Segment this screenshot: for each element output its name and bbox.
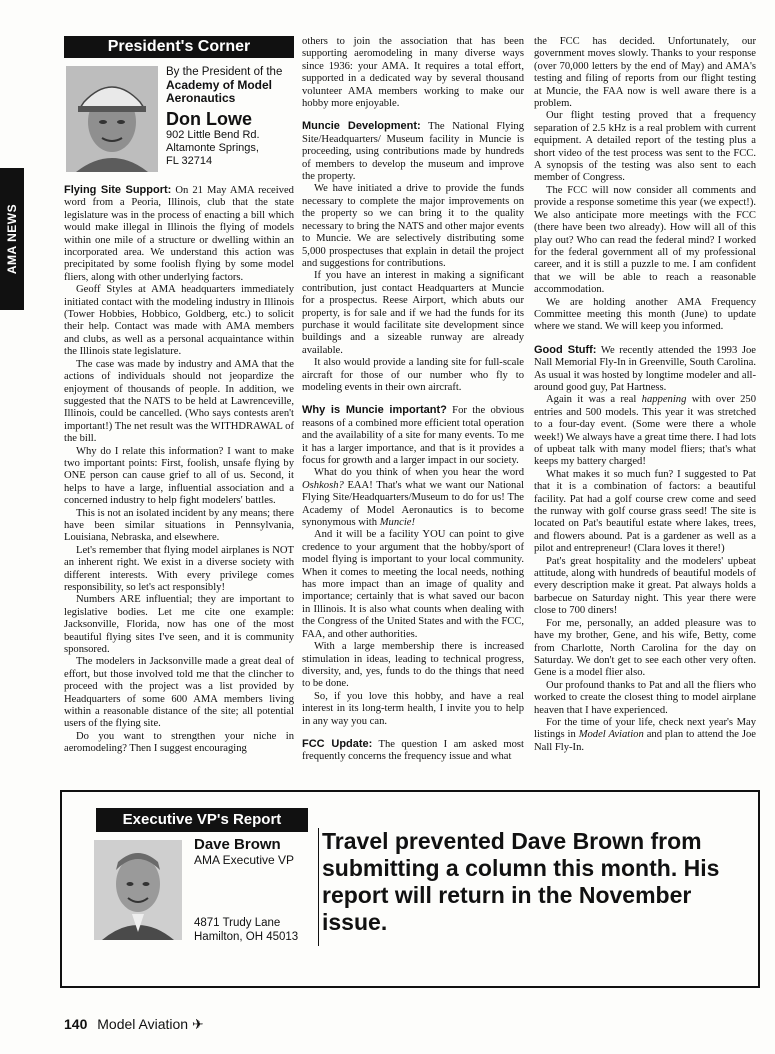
italic-text: Oshkosh?: [302, 479, 344, 491]
paragraph: [302, 120, 524, 183]
president-byline: By the President of the: [166, 66, 283, 78]
paragraph: It also would provide a landing site for full-scale aircraft for those of our number who fly to modeling events in their own aircraft.: [302, 357, 524, 393]
paragraph-text: EAA! That's what we want our National Flying Site/Headquarters/Museum to do for us! The Academy of Model Aeronautics is to become synonymous with: [302, 479, 524, 529]
paragraph: The FCC will now consider all comments and provide a response sometime this year (we expect!). We also anticipate more meetings with the FCC (there have been two already). How will all of this play out? Who can read the federal mind? I worked for the federal government all of my professional career, and it is still a puzzle to me. I am confident that we will be able to reach a reasonable accommodation.: [534, 184, 756, 296]
paragraph-text: On 21 May AMA received word from a Peoria, Illinois, club that the state legislature was in the process of enacting a bill which would make illegal in Illinois the flying of models within one mile of a structure or dwelling within an incorporated area. We understand this action was precipitated by some foolish flying by some model fliers, along with other underlying factors.: [64, 185, 294, 283]
paragraph: [534, 717, 756, 754]
executive-vp-address-line1: 4871 Trudy Lane: [194, 917, 281, 929]
executive-vp-address: [194, 916, 324, 944]
section-heading-why-muncie: Why is Muncie important?: [302, 404, 447, 417]
paragraph: This is not an isolated incident by any means; there have been similar situations in Pennsylvania, Louisiana, Nebraska, and elsewhere.: [64, 507, 294, 544]
paragraph: Our flight testing proved that a frequency separation of 2.5 kHz is a real problem with current equipment. A detailed report of the testing plus a short video of the test process was sent to the FCC. A synopsis of the testing was also sent to each member of Congress.: [534, 110, 756, 184]
paragraph-text: What do you think of when you hear the word: [314, 467, 524, 479]
paragraph-text: with over 250 entries and 500 models. This year it was stretched to a four-day event. (Some were there a whole week!) We always have a great time there. I had lots of upbeat talk with many model fliers; that's what keeps my battery charged!: [534, 394, 757, 468]
article-column-2: [302, 36, 524, 763]
executive-vp-message: Travel prevented Dave Brown from submitting a column this month. His report will return in the November issue.: [322, 828, 720, 935]
paragraph-text: The National Flying Site/Headquarters/ Museum facility in Muncie is proceeding, using contributions made by hundreds of members to develop the museum and improve the property.: [302, 121, 524, 183]
executive-vp-report-box: [60, 790, 760, 988]
paragraph-text: The question I am asked most frequently concerns the frequency issue and what: [302, 738, 524, 763]
paragraph: If you have an interest in making a significant contribution, just contact Headquarters at Muncie for a prospectus. Reese Airport, which abuts our property, is for sale and if we had the funds for its purchase it would facilitate site development since buildings and a sizeable runway are already available.: [302, 270, 524, 356]
page-footer: [64, 1016, 204, 1033]
paragraph: We are holding another AMA Frequency Committee meeting this month (June) to update where we stand. We will keep you informed.: [534, 296, 756, 333]
executive-vp-portrait-icon: [94, 840, 182, 940]
paragraph: [302, 738, 524, 764]
paragraph: What makes it so much fun? I suggested to Pat that it is a combination of factors: a beautiful facility. Pat had a golf course crew come and seed the runway with golf course grass seed! The site is located on Pat's beautiful estate where lakes, trees, and flowers abound. Pat is a gardener as well as a pilot and entrepreneur! (Clara loves it there!): [534, 468, 756, 555]
page-number: 140: [64, 1016, 88, 1032]
paragraph-text: We recently attended the 1993 Joe Nall Memorial Fly-In in Greenville, South Carolina. As usual it was hosted by longtime modeler and all-around good guy, Pat Hartness.: [534, 344, 756, 393]
paragraph: Our profound thanks to Pat and all the fliers who worked to create the closest thing to model airplane heaven that I have experienced.: [534, 679, 756, 716]
italic-text: Muncie!: [379, 517, 415, 529]
president-address-line3: FL 32714: [166, 155, 213, 167]
paragraph: Numbers ARE influential; they are important to legislative bodies. Let me cite one example: Jacksonville, Florida, now has one of the most beautiful flying sites I've seen, and it is community sponsored.: [64, 594, 294, 656]
executive-vp-photo: [94, 840, 182, 940]
presidents-corner-banner: President's Corner: [64, 36, 294, 58]
president-address-line2: Altamonte Springs,: [166, 142, 259, 154]
executive-vp-name: Dave Brown: [194, 836, 281, 853]
paragraph: The modelers in Jacksonville made a great deal of effort, but those involved told me that the clincher to proceed with the project was a list provided by Headquarters of some 600 AMA members living within a reasonable distance of the site; all potential users of the flying site.: [64, 656, 294, 730]
paragraph: Why do I relate this information? I want to make two important points: First, foolish, unsafe flying by ONE person can cause grief to all of us. Second, it helps to have a large, influential association and a concerned industry to help fight modelers' battles.: [64, 445, 294, 507]
paragraph: The case was made by industry and AMA that the actions of individuals should not jeopardize the enjoyment of thousands of people. In addition, we suggested that the NATS to be held at Lawrenceville, Illinois, could be cancelled. (Who says contests aren't important!) The net result was the WITHDRAWAL of the bill.: [64, 358, 294, 445]
article-column-1: [64, 184, 294, 755]
paragraph: [302, 467, 524, 529]
paragraph: the FCC has decided. Unfortunately, our government moves slowly. Thanks to your response (over 70,000 letters by the end of May) and AMA's testing and filing of reports from our flight testing at Muncie, the FAA now is well aware there is a problem.: [534, 36, 756, 110]
paragraph: Geoff Styles at AMA headquarters immediately initiated contact with the modeling industry in Illinois (Tower Hobbies, Hobbico, Goldberg, etc.) to solicit their help. Contact was made with AMA members and clubs, as well as a personal acquaintance within the Illinois state legislature.: [64, 284, 294, 358]
paragraph: For me, personally, an added pleasure was to have my brother, Gene, and his wife, Betty, come from Charlotte, North Carolina for the day on Saturday. We don't get to see each other very often. Gene is a model flier also.: [534, 617, 756, 679]
section-heading-fcc-update: FCC Update:: [302, 737, 373, 750]
president-address-line1: 902 Little Bend Rd.: [166, 129, 260, 141]
section-heading-flying-site: Flying Site Support:: [64, 184, 172, 196]
magazine-title: Model Aviation: [97, 1016, 189, 1032]
section-heading-good-stuff: Good Stuff:: [534, 343, 597, 356]
paragraph: [64, 184, 294, 284]
italic-text: Model Aviation: [578, 729, 644, 741]
divider: [318, 828, 319, 946]
airplane-icon: ✈: [191, 1016, 204, 1032]
president-portrait-icon: [66, 66, 158, 172]
paragraph: [302, 404, 524, 467]
paragraph-text: For the obvious reasons of a combined more efficient total operation and the availability of a site for many events. To me it has a larger importance, and that is it provides a focus for growth and a larger impact in our society.: [302, 405, 524, 466]
executive-vp-address-line2: Hamilton, OH 45013: [194, 931, 299, 943]
executive-vp-banner: Executive VP's Report: [96, 808, 308, 832]
paragraph: [534, 344, 756, 395]
president-name: Don Lowe: [166, 109, 252, 129]
paragraph: others to join the association that has been supporting aeromodeling in many diverse ways since 1936: your AMA. It requires a total effort, supported in a dedicated way by several thousand volunteer AMA members working to make our hobby more enjoyable.: [302, 36, 524, 110]
president-info: [166, 66, 294, 168]
paragraph-text: and plan to attend the Joe Nall Fly-In.: [534, 729, 756, 753]
executive-vp-name-block: [194, 836, 324, 867]
executive-vp-title: AMA Executive VP: [194, 853, 295, 867]
president-organization: Academy of Model Aeronautics: [166, 78, 273, 105]
section-tab-label: AMA NEWS: [5, 203, 19, 275]
paragraph: Do you want to strengthen your niche in aeromodeling? Then I suggest encouraging: [64, 730, 294, 755]
paragraph: And it will be a facility YOU can point to give credence to your argument that the hobby/sport of model flying is important to your local community. When it comes to meeting the local needs, nothing has more impact than an image of quality and importance; certainly that is what saved our bacon in Illinois. It is also what counts when dealing with the Congress of the United States and with the FCC, FAA, and other authorities.: [302, 529, 524, 640]
presidents-corner-header: [64, 36, 294, 176]
paragraph: With a large membership there is increased stimulation in ideas, leading to technical progress, diversity, and, yes, funds to do the things that need to be done.: [302, 641, 524, 690]
president-photo: [66, 66, 158, 172]
paragraph-text: Again it was a real: [546, 394, 642, 406]
section-heading-muncie-development: Muncie Development:: [302, 120, 421, 133]
section-tab: [0, 168, 24, 310]
paragraph: Pat's great hospitality and the modelers' upbeat attitude, along with hundreds of beautiful models of every description make it great. Pat always holds a barbecue on Saturday night. This year there were close to 700 diners!: [534, 555, 756, 617]
paragraph: We have initiated a drive to provide the funds necessary to complete the major improvements on the property so we can bring it to the quality necessary to bring the NATS and other major events to Muncie. We are selectively distributing some 5,000 prospectuses that explain in detail the project and suggestions for contributions.: [302, 183, 524, 269]
italic-text: happening: [641, 394, 687, 406]
paragraph-text: For the time of your life, check next year's May listings in: [534, 716, 756, 741]
paragraph: [534, 394, 756, 468]
paragraph: So, if you love this hobby, and have a real interest in its long-term health, I invite you to help in any way you can.: [302, 690, 524, 727]
paragraph: Let's remember that flying model airplanes is NOT an inherent right. We exist in a diverse society with different interests. With every privilege comes responsibility, so let's act responsibly!: [64, 544, 294, 593]
article-column-3: [534, 36, 757, 753]
